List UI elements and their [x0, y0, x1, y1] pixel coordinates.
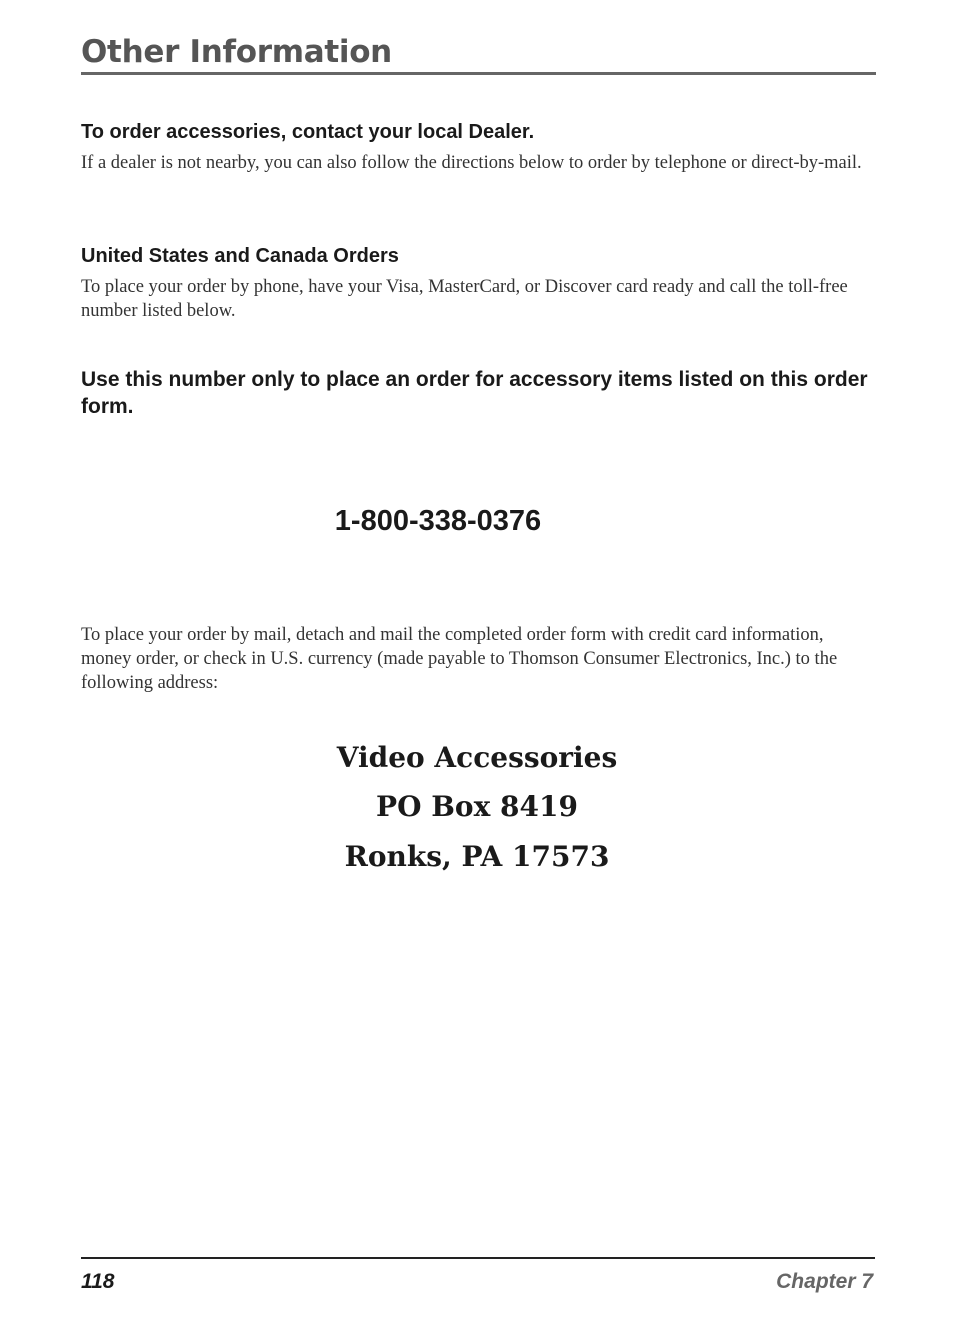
page-number: 118	[81, 1270, 115, 1293]
us-canada-text: To place your order by phone, have your Visa, MasterCard, or Discover card ready and call the toll-free number listed below.	[81, 277, 848, 321]
mail-text: To place your order by mail, detach and mail the completed order form with credit card information, money order, or check in U.S. currency (made payable to Thomson Consumer Electronics, Inc.) to the following address:	[81, 625, 838, 693]
page-title: Other Information	[81, 34, 392, 70]
chapter-label: Chapter 7	[776, 1270, 873, 1293]
dealer-heading: To order accessories, contact your local Dealer.	[81, 121, 535, 143]
dealer-text: If a dealer is not nearby, you can also follow the directions below to order by telephone or direct-by-mail.	[81, 153, 862, 173]
address-line-3: Ronks, PA 17573	[344, 840, 610, 873]
footer-divider	[81, 1257, 875, 1259]
title-divider	[81, 72, 876, 75]
order-notice: Use this number only to place an order for accessory items listed on this order form.	[81, 368, 868, 418]
us-canada-heading: United States and Canada Orders	[81, 245, 399, 267]
address-line-1: Video Accessories	[336, 741, 618, 774]
address-line-2: PO Box 8419	[376, 790, 578, 823]
phone-number: 1-800-338-0376	[334, 505, 542, 537]
